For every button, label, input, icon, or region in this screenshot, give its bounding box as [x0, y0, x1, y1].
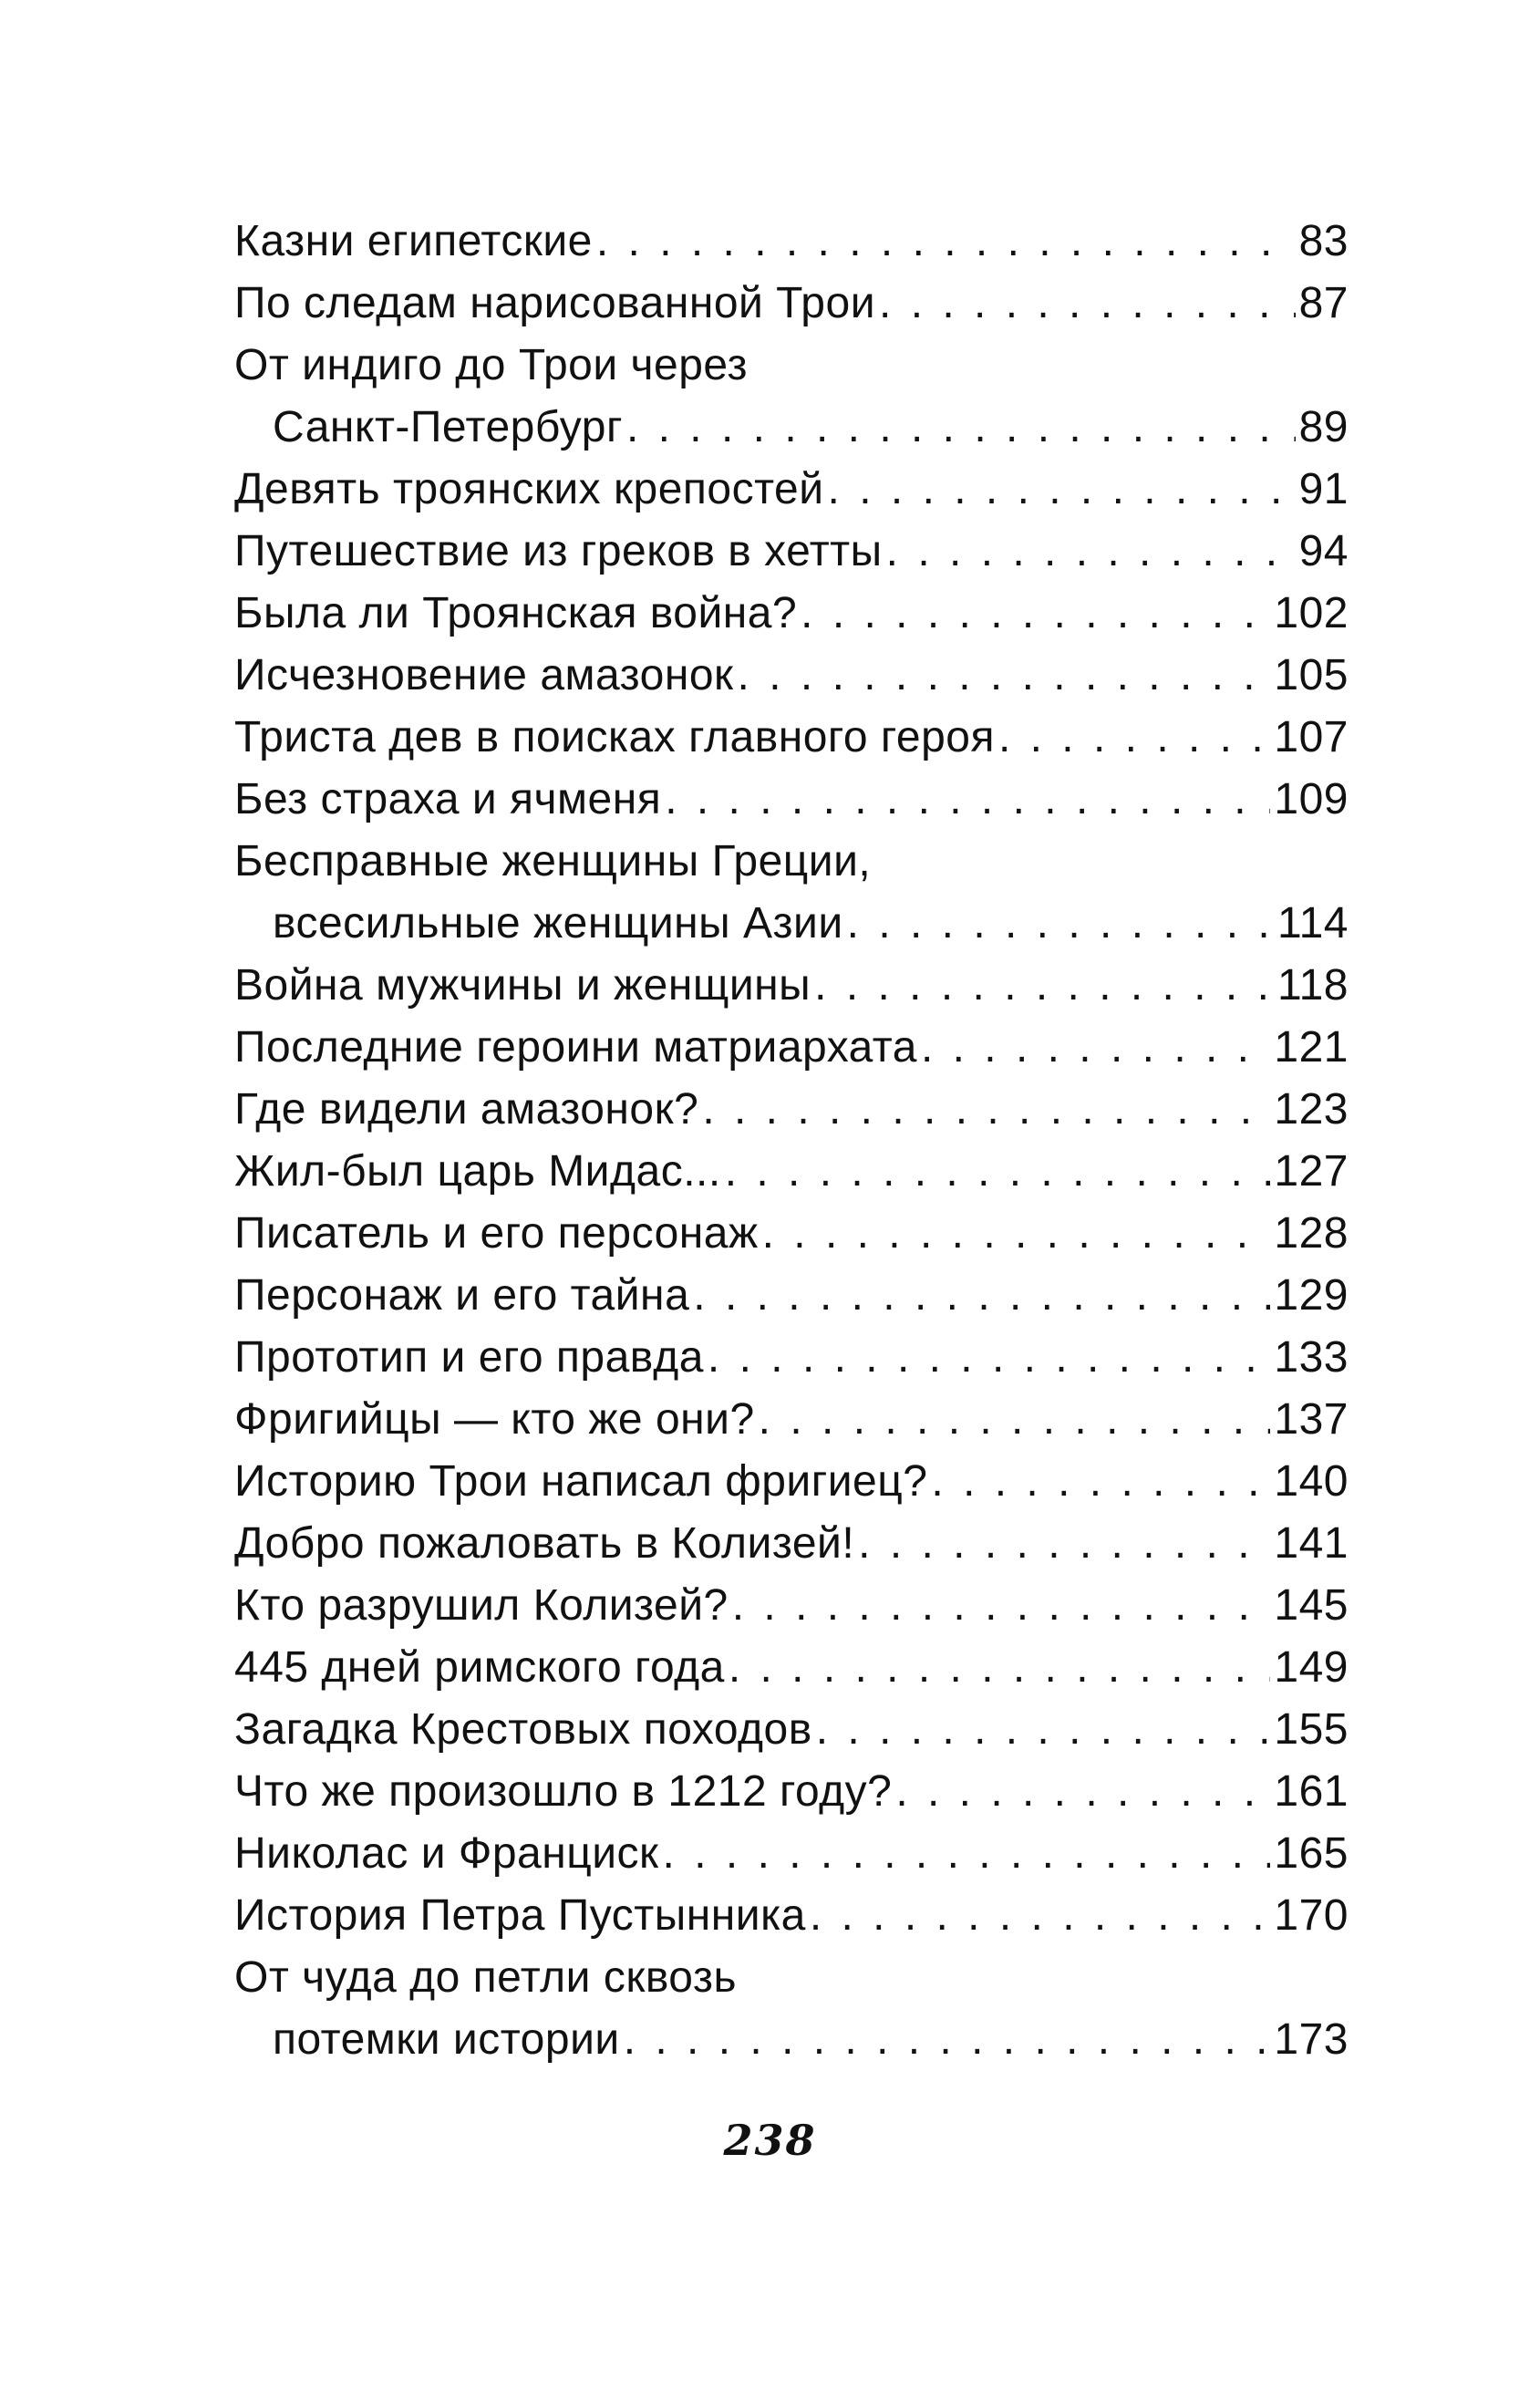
- toc-entry-page: 109: [1274, 775, 1349, 823]
- toc-entry: [234, 1823, 1349, 1885]
- table-of-contents: [234, 211, 1349, 2071]
- toc-entry-page: 107: [1274, 713, 1349, 761]
- toc-entry-title: Путешествие из греков в хетты: [234, 527, 883, 575]
- dot-leader: [665, 769, 1270, 831]
- toc-entry-title: Николас и Франциск: [234, 1829, 659, 1878]
- toc-entry: [234, 831, 1349, 893]
- dot-leader: [708, 1327, 1270, 1389]
- dot-leader: [886, 521, 1296, 583]
- toc-entry-page: 87: [1298, 279, 1349, 327]
- toc-entry-page: 102: [1274, 589, 1349, 637]
- dot-leader: [879, 273, 1296, 335]
- toc-entry: [234, 335, 1349, 397]
- toc-entry: [234, 1637, 1349, 1699]
- toc-entry-page: 161: [1274, 1767, 1349, 1816]
- toc-entry-page: 91: [1298, 465, 1349, 513]
- toc-entry: [234, 273, 1349, 335]
- toc-entry-title: Добро пожаловать в Колизей!: [234, 1519, 855, 1568]
- dot-leader: [847, 893, 1274, 955]
- toc-entry-title: Где видели амазонок?: [234, 1085, 699, 1134]
- toc-entry: [234, 1079, 1349, 1141]
- toc-entry-page: 118: [1276, 961, 1349, 1010]
- toc-entry: [234, 583, 1349, 645]
- toc-entry-page: 83: [1298, 217, 1349, 265]
- toc-entry-title: История Петра Пустынника: [234, 1891, 806, 1940]
- dot-leader: [895, 1761, 1270, 1823]
- dot-leader: [810, 1885, 1271, 1947]
- toc-entry-page: 89: [1298, 403, 1349, 451]
- toc-entry-page: 145: [1274, 1581, 1349, 1630]
- toc-entry-title: Последние героини матриархата: [234, 1023, 917, 1072]
- toc-entry-page: 114: [1276, 899, 1349, 947]
- toc-entry-page: 128: [1274, 1209, 1349, 1258]
- dot-leader: [762, 1203, 1271, 1265]
- toc-entry: [234, 1327, 1349, 1389]
- toc-entry: [234, 1389, 1349, 1451]
- dot-leader: [596, 211, 1296, 273]
- toc-entry-title: Персонаж и его тайна: [234, 1271, 690, 1320]
- dot-leader: [624, 2009, 1271, 2071]
- toc-entry-title: Писатель и его персонаж: [234, 1209, 759, 1258]
- toc-entry: [234, 1451, 1349, 1513]
- dot-leader: [729, 1637, 1271, 1699]
- dot-leader: [759, 1389, 1271, 1451]
- toc-entry-title: Триста дев в поисках главного героя: [234, 713, 995, 761]
- toc-entry-title: Без страха и ячменя: [234, 775, 662, 823]
- toc-entry: [234, 955, 1349, 1017]
- dot-leader: [626, 397, 1296, 459]
- toc-entry: [234, 1141, 1349, 1203]
- toc-entry-page: 94: [1298, 527, 1349, 575]
- dot-leader: [693, 1265, 1270, 1327]
- toc-entry: [234, 1761, 1349, 1823]
- toc-entry-title: потемки истории: [273, 2015, 620, 2064]
- toc-entry-page: 173: [1274, 2015, 1349, 2064]
- toc-entry: [234, 211, 1349, 273]
- dot-leader: [663, 1823, 1271, 1885]
- toc-entry-title: Казни египетские: [234, 217, 593, 265]
- toc-entry-title: От чуда до петли сквозь: [234, 1953, 737, 2002]
- toc-entry-title: Загадка Крестовых походов: [234, 1705, 812, 1754]
- toc-entry-title: 445 дней римского года: [234, 1643, 725, 1692]
- toc-entry-title: всесильные женщины Азии: [273, 899, 843, 947]
- toc-entry-page: 170: [1274, 1891, 1349, 1940]
- toc-entry: [234, 1203, 1349, 1265]
- toc-entry-title: Война мужчины и женщины: [234, 961, 811, 1010]
- toc-entry-page: 127: [1274, 1147, 1349, 1196]
- toc-entry-page: 155: [1274, 1705, 1349, 1754]
- dot-leader: [725, 1141, 1271, 1203]
- toc-entry-page: 133: [1274, 1333, 1349, 1382]
- toc-entry: [234, 1699, 1349, 1761]
- toc-entry: [234, 707, 1349, 769]
- toc-entry: [234, 2009, 1349, 2071]
- toc-entry-page: 165: [1274, 1829, 1349, 1878]
- dot-leader: [738, 645, 1271, 707]
- dot-leader: [998, 707, 1270, 769]
- toc-entry-title: Прототип и его правда: [234, 1333, 704, 1382]
- toc-entry-title: Жил-был царь Мидас...: [234, 1147, 721, 1196]
- toc-entry: [234, 769, 1349, 831]
- dot-leader: [931, 1451, 1270, 1513]
- toc-entry-title: Что же произошло в 1212 году?: [234, 1767, 893, 1816]
- toc-entry-title: Санкт-Петербург: [273, 403, 623, 451]
- dot-leader: [732, 1575, 1271, 1637]
- dot-leader: [816, 1699, 1271, 1761]
- dot-leader: [921, 1017, 1270, 1079]
- toc-entry: [234, 1017, 1349, 1079]
- toc-entry-page: 129: [1274, 1271, 1349, 1320]
- toc-entry: [234, 1513, 1349, 1575]
- toc-entry: [234, 459, 1349, 521]
- toc-entry-title: От индиго до Трои через: [234, 341, 749, 389]
- toc-entry: [234, 397, 1349, 459]
- toc-entry-title: Фригийцы — кто же они?: [234, 1395, 755, 1444]
- dot-leader: [702, 1079, 1270, 1141]
- toc-entry-title: Историю Трои написал фригиец?: [234, 1457, 928, 1506]
- dot-leader: [814, 955, 1274, 1017]
- toc-entry-page: 140: [1274, 1457, 1349, 1506]
- page-number: 238: [723, 2116, 817, 2165]
- toc-entry-title: Девять троянских крепостей: [234, 465, 824, 513]
- toc-entry-page: 105: [1274, 651, 1349, 699]
- toc-entry-title: По следам нарисованной Трои: [234, 279, 876, 327]
- toc-entry: [234, 1947, 1349, 2009]
- dot-leader: [828, 459, 1296, 521]
- dot-leader: [858, 1513, 1270, 1575]
- toc-entry-page: 123: [1274, 1085, 1349, 1134]
- toc-entry-page: 137: [1274, 1395, 1349, 1444]
- toc-entry-title: Исчезновение амазонок: [234, 651, 734, 699]
- toc-entry: [234, 893, 1349, 955]
- toc-entry-title: Бесправные женщины Греции,: [234, 837, 872, 885]
- toc-entry-title: Кто разрушил Колизей?: [234, 1581, 729, 1630]
- toc-entry-page: 141: [1274, 1519, 1349, 1568]
- toc-entry-page: 149: [1274, 1643, 1349, 1692]
- toc-entry: [234, 1885, 1349, 1947]
- toc-entry: [234, 521, 1349, 583]
- toc-entry: [234, 1265, 1349, 1327]
- dot-leader: [801, 583, 1270, 645]
- toc-entry-page: 121: [1274, 1023, 1349, 1072]
- toc-entry: [234, 1575, 1349, 1637]
- toc-entry-title: Была ли Троянская война?: [234, 589, 798, 637]
- toc-entry: [234, 645, 1349, 707]
